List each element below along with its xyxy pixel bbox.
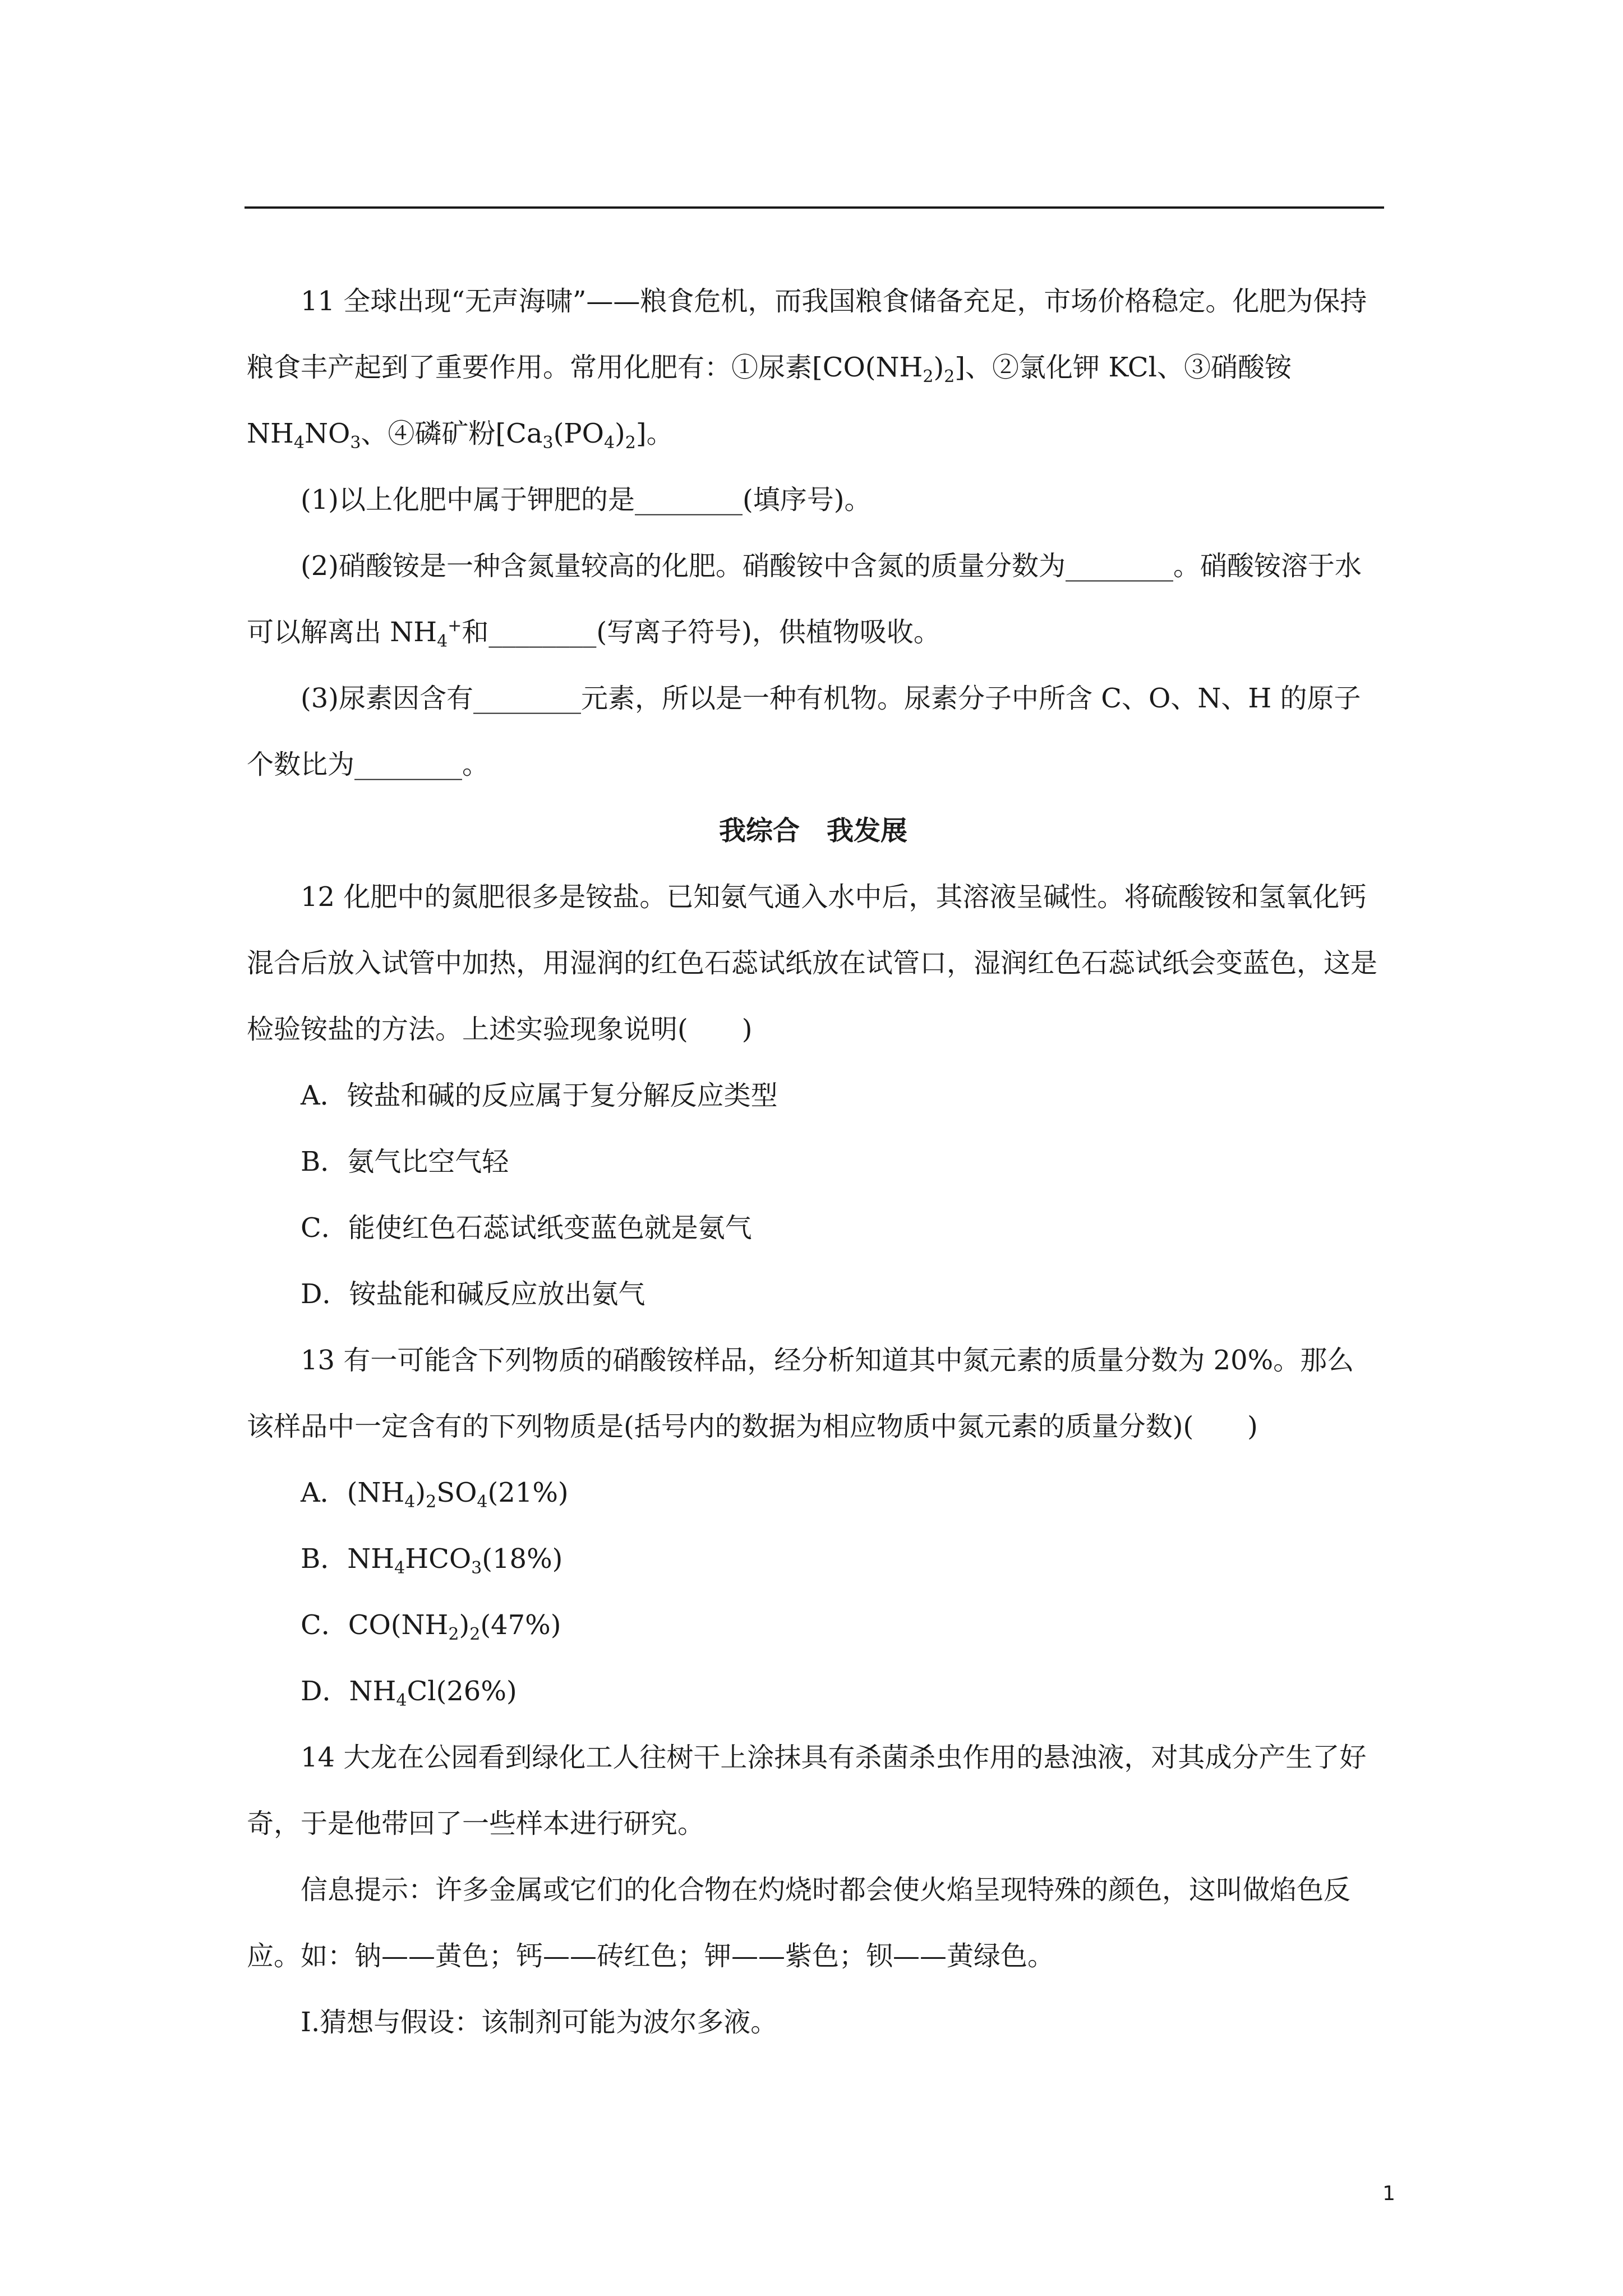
q11-sub1: (1)以上化肥中属于钾肥的是________(填序号)。 <box>301 484 872 516</box>
document-body <box>247 268 1380 2055</box>
q11-stem: 11 全球出现“无声海啸”——粮食危机，而我国粮食储备充足，市场价格稳定。化肥为保持粮食丰产起到了重要作用。常用化肥有：①尿素$[CO(NH_2)_2]$、②氯化钾 KCl、③硝酸铵 $NH_4NO_3$、④磷矿粉$[Ca_3(PO_4)_2]$。 <box>247 286 1367 453</box>
q13-option-c: C．$CO(NH_2)_2(47\%)$ <box>301 1609 561 1644</box>
page-number: 1 <box>1382 2182 1395 2205</box>
q11-sub3: (3)尿素因含有________元素，所以是一种有机物。尿素分子中所含 C、O、N、H 的原子个数比为________。 <box>247 683 1361 780</box>
q12-option-d: D．铵盐能和碱反应放出氨气 <box>301 1278 645 1310</box>
q14-hypothesis: Ⅰ.猜想与假设：该制剂可能为波尔多液。 <box>301 2007 778 2038</box>
section-title: 我综合 我发展 <box>718 815 907 846</box>
q12-stem: 12 化肥中的氮肥很多是铵盐。已知氨气通入水中后，其溶液呈碱性。将硫酸铵和氢氧化钙混合后放入试管中加热，用湿润的红色石蕊试纸放在试管口，湿润红色石蕊试纸会变蓝色，这是检验铵盐的方法。上述实验现象说明( ) <box>247 881 1378 1045</box>
q11-sub2: (2)硝酸铵是一种含氮量较高的化肥。硝酸铵中含氮的质量分数为________。硝酸铵溶于水可以解离出 $NH_4^+$和________(写离子符号)，供植物吸收。 <box>247 550 1362 651</box>
q13-stem: 13 有一可能含下列物质的硝酸铵样品，经分析知道其中氮元素的质量分数为 20%。那么该样品中一定含有的下列物质是(括号内的数据为相应物质中氮元素的质量分数)( ) <box>247 1345 1354 1442</box>
q12-option-a: A．铵盐和碱的反应属于复分解反应类型 <box>301 1080 778 1111</box>
q13-option-b: B．$NH_4HCO_3(18\%)$ <box>301 1543 563 1578</box>
header-rule <box>245 206 1384 209</box>
q14-info: 信息提示：许多金属或它们的化合物在灼烧时都会使火焰呈现特殊的颜色，这叫做焰色反应。如：钠——黄色；钙——砖红色；钾——紫色；钡——黄绿色。 <box>247 1874 1351 1972</box>
q13-option-d: D．$NH_4Cl(26\%)$ <box>301 1676 517 1710</box>
q12-option-c: C．能使红色石蕊试纸变蓝色就是氨气 <box>301 1212 752 1244</box>
q12-option-b: B．氨气比空气轻 <box>301 1146 509 1177</box>
q13-option-a: A．$(NH_4)_2SO_4(21\%)$ <box>301 1477 569 1512</box>
q14-stem: 14 大龙在公园看到绿化工人往树干上涂抹具有杀菌杀虫作用的悬浊液，对其成分产生了好奇，于是他带回了一些样本进行研究。 <box>247 1742 1367 1839</box>
